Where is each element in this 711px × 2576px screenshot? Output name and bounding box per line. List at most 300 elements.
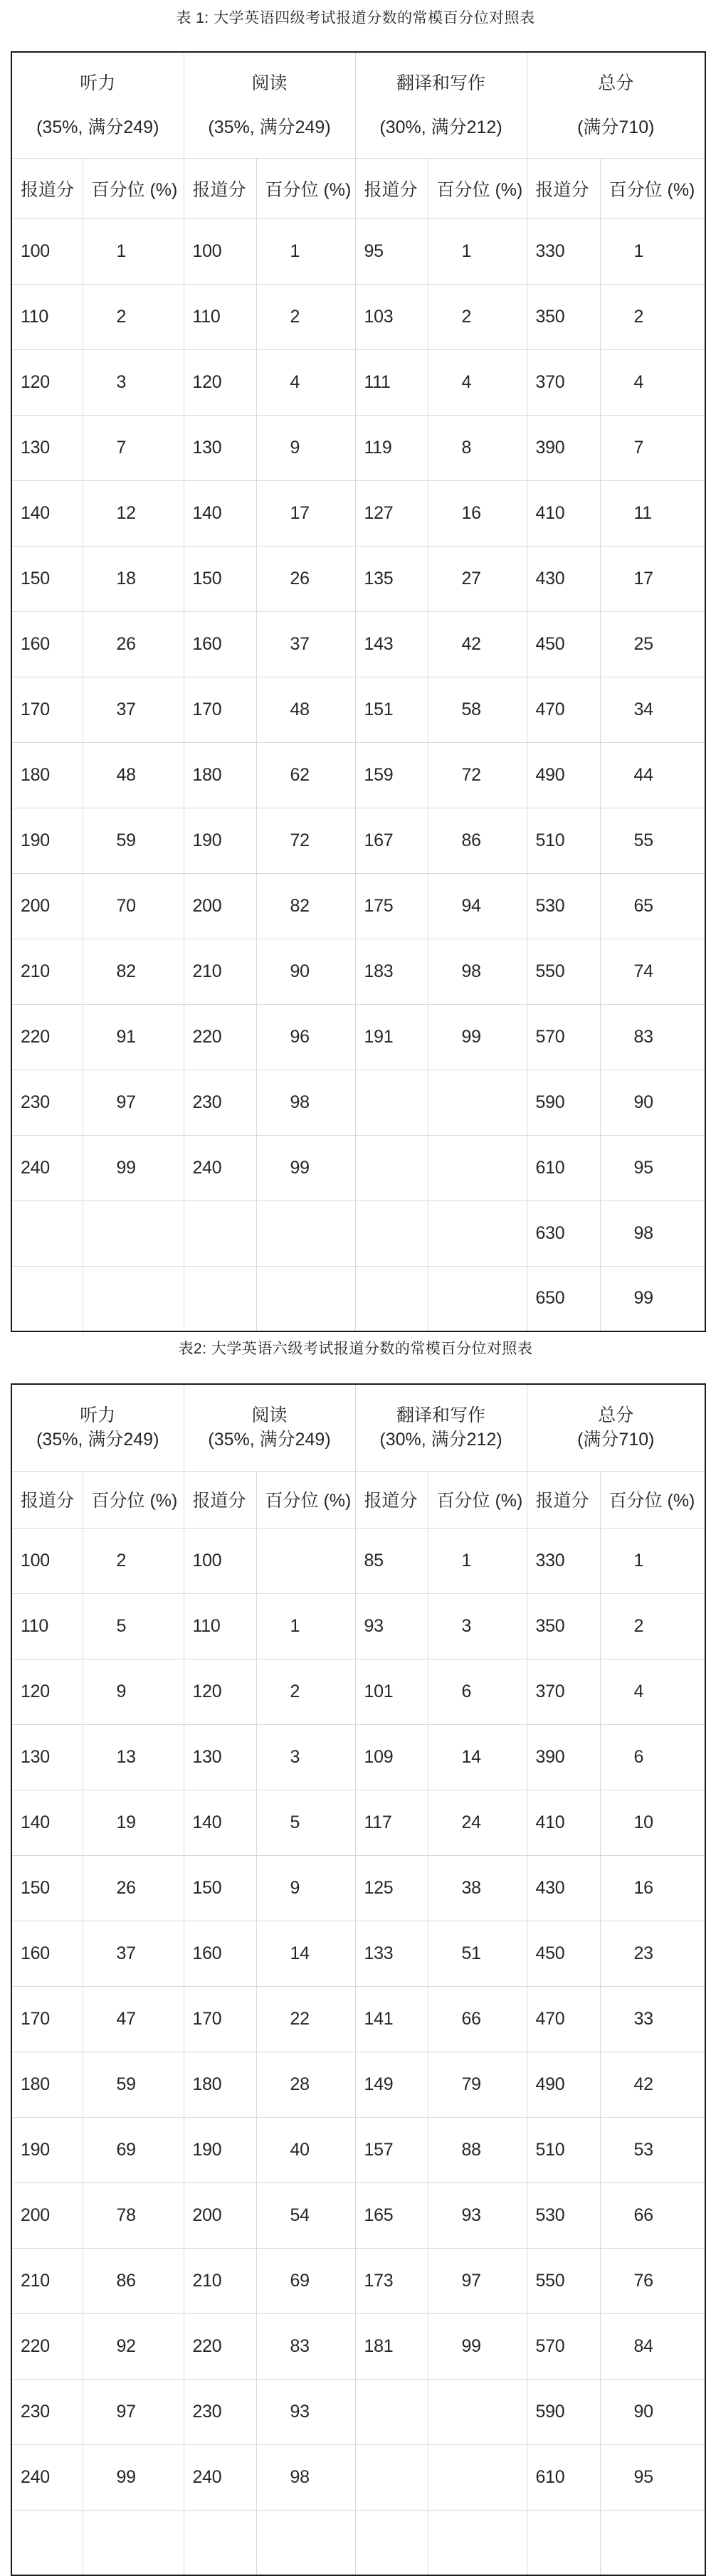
- percentile-cell: 23: [600, 1921, 705, 1986]
- percentile-cell: 82: [83, 939, 184, 1004]
- table-row: [11, 1528, 705, 1593]
- score-cell: 110: [184, 1593, 256, 1659]
- score-cell: [11, 1200, 83, 1266]
- percentile-cell: 16: [600, 1855, 705, 1921]
- group-detail: (35%, 满分249): [36, 117, 159, 137]
- score-cell: 470: [527, 677, 600, 742]
- percentile-cell: 11: [600, 480, 705, 546]
- score-cell: 150: [184, 1855, 256, 1921]
- score-cell: [355, 1266, 428, 1331]
- percentile-cell: 58: [428, 677, 527, 742]
- score-cell: 490: [527, 742, 600, 808]
- score-cell: 165: [355, 2182, 428, 2248]
- score-cell: 450: [527, 1921, 600, 1986]
- score-cell: 230: [184, 1070, 256, 1135]
- score-cell: 85: [355, 1528, 428, 1593]
- percentile-cell: 91: [83, 1004, 184, 1070]
- score-cell: 180: [184, 742, 256, 808]
- percentile-cell: 3: [83, 349, 184, 415]
- group-name: 总分: [598, 1405, 634, 1426]
- percentile-cell: 24: [428, 1790, 527, 1855]
- percentile-cell: [256, 1200, 355, 1266]
- score-cell: 210: [184, 2248, 256, 2313]
- score-cell: 210: [11, 2248, 83, 2313]
- score-cell: 120: [184, 1659, 256, 1724]
- score-cell: 100: [184, 1528, 256, 1593]
- percentile-cell: 26: [83, 611, 184, 677]
- percentile-cell: 5: [256, 1790, 355, 1855]
- percentile-cell: 26: [83, 1855, 184, 1921]
- score-cell: 140: [184, 480, 256, 546]
- score-cell: 100: [11, 218, 83, 284]
- score-cell: 130: [11, 1724, 83, 1790]
- percentile-cell: 3: [256, 1724, 355, 1790]
- table-2-title: 表2: 大学英语六级考试报道分数的常模百分位对照表: [178, 1341, 533, 1357]
- score-cell: 610: [527, 2444, 600, 2510]
- score-cell: 150: [11, 1855, 83, 1921]
- table-row: [11, 2248, 705, 2313]
- percentile-cell: 17: [600, 546, 705, 611]
- percentile-cell: 88: [428, 2117, 527, 2182]
- score-cell: 170: [184, 1986, 256, 2052]
- score-cell: [355, 2444, 428, 2510]
- score-cell: 170: [11, 677, 83, 742]
- score-cell: 190: [184, 808, 256, 873]
- score-cell: 150: [11, 546, 83, 611]
- percentile-cell: 40: [256, 2117, 355, 2182]
- percentile-cell: 98: [428, 939, 527, 1004]
- percentile-cell: 8: [428, 415, 527, 480]
- score-cell: 200: [11, 873, 83, 939]
- table-row: [11, 2117, 705, 2182]
- percentile-cell: 18: [83, 546, 184, 611]
- percentile-cell: [428, 1135, 527, 1200]
- table-row: [11, 611, 705, 677]
- column-header-row: [11, 158, 705, 218]
- table-row: [11, 1004, 705, 1070]
- col-header-percentile: 百分位 (%): [600, 1471, 705, 1528]
- score-cell: 141: [355, 1986, 428, 2052]
- score-cell: 330: [527, 1528, 600, 1593]
- percentile-cell: 72: [428, 742, 527, 808]
- table-row: [11, 1659, 705, 1724]
- percentile-cell: 48: [83, 742, 184, 808]
- score-cell: 490: [527, 2052, 600, 2117]
- group-header-total: [527, 52, 705, 158]
- score-cell: 120: [184, 349, 256, 415]
- document-page: [0, 8, 711, 2523]
- percentile-cell: 42: [428, 611, 527, 677]
- score-cell: 110: [11, 1593, 83, 1659]
- group-name: 听力: [80, 73, 116, 93]
- group-header-row: [11, 52, 705, 158]
- percentile-cell: 59: [83, 808, 184, 873]
- score-cell: 95: [355, 218, 428, 284]
- score-cell: 191: [355, 1004, 428, 1070]
- col-header-percentile: 百分位 (%): [600, 158, 705, 218]
- table-row: [11, 1921, 705, 1986]
- percentile-cell: 9: [83, 1659, 184, 1724]
- score-cell: 93: [355, 1593, 428, 1659]
- percentile-cell: 4: [428, 349, 527, 415]
- score-cell: 117: [355, 1790, 428, 1855]
- col-header-score: 报道分: [355, 1471, 428, 1528]
- score-cell: 160: [184, 1921, 256, 1986]
- percentile-cell: 79: [428, 2052, 527, 2117]
- score-cell: 140: [11, 480, 83, 546]
- percentile-cell: 13: [83, 1724, 184, 1790]
- percentile-cell: 95: [600, 2444, 705, 2510]
- percentile-cell: 12: [83, 480, 184, 546]
- score-cell: 410: [527, 1790, 600, 1855]
- percentile-cell: 84: [600, 2313, 705, 2379]
- col-header-score: 报道分: [527, 1471, 600, 1528]
- percentile-cell: 16: [428, 480, 527, 546]
- percentile-cell: [256, 1528, 355, 1593]
- percentile-cell: 2: [600, 1593, 705, 1659]
- score-cell: 157: [355, 2117, 428, 2182]
- col-header-score: 报道分: [355, 158, 428, 218]
- group-header-listening: [11, 1384, 184, 1471]
- percentile-cell: 96: [256, 1004, 355, 1070]
- score-cell: 200: [184, 2182, 256, 2248]
- percentile-cell: 2: [256, 284, 355, 349]
- percentile-cell: 48: [256, 677, 355, 742]
- percentile-cell: 69: [83, 2117, 184, 2182]
- percentile-cell: [428, 2510, 527, 2575]
- score-cell: 110: [11, 284, 83, 349]
- score-cell: 190: [11, 808, 83, 873]
- percentile-cell: 1: [428, 218, 527, 284]
- group-header-reading: [184, 1384, 355, 1471]
- percentile-cell: 25: [600, 611, 705, 677]
- score-cell: 470: [527, 1986, 600, 2052]
- group-header-translation-writing: [355, 1384, 527, 1471]
- percentile-cell: 4: [600, 1659, 705, 1724]
- group-detail: (30%, 满分212): [379, 1430, 502, 1450]
- percentile-cell: 6: [600, 1724, 705, 1790]
- score-cell: 151: [355, 677, 428, 742]
- percentile-cell: [600, 2510, 705, 2575]
- group-detail: (35%, 满分249): [208, 117, 331, 137]
- score-cell: 190: [11, 2117, 83, 2182]
- score-cell: [355, 1070, 428, 1135]
- table-row: [11, 2444, 705, 2510]
- score-cell: 550: [527, 939, 600, 1004]
- col-header-score: 报道分: [184, 158, 256, 218]
- percentile-cell: 74: [600, 939, 705, 1004]
- percentile-cell: 1: [600, 1528, 705, 1593]
- percentile-cell: 59: [83, 2052, 184, 2117]
- score-cell: 140: [184, 1790, 256, 1855]
- group-header-translation-writing: [355, 52, 527, 158]
- score-cell: 149: [355, 2052, 428, 2117]
- table-row: [11, 480, 705, 546]
- percentile-cell: [428, 1200, 527, 1266]
- percentile-cell: 83: [256, 2313, 355, 2379]
- score-cell: 180: [184, 2052, 256, 2117]
- score-cell: [184, 1200, 256, 1266]
- col-header-score: 报道分: [11, 1471, 83, 1528]
- column-header-row: [11, 1471, 705, 1528]
- score-cell: 111: [355, 349, 428, 415]
- percentile-cell: 4: [600, 349, 705, 415]
- score-cell: 230: [11, 2379, 83, 2444]
- score-cell: 240: [184, 1135, 256, 1200]
- percentile-cell: 93: [256, 2379, 355, 2444]
- percentile-cell: [428, 2379, 527, 2444]
- score-cell: [355, 1135, 428, 1200]
- table-1-title: 表 1: 大学英语四级考试报道分数的常模百分位对照表: [176, 10, 535, 26]
- score-cell: 100: [184, 218, 256, 284]
- group-header-total: [527, 1384, 705, 1471]
- percentile-cell: 28: [256, 2052, 355, 2117]
- score-cell: 135: [355, 546, 428, 611]
- group-detail: (30%, 满分212): [379, 117, 502, 137]
- percentile-cell: 69: [256, 2248, 355, 2313]
- score-cell: [527, 2510, 600, 2575]
- score-cell: [355, 2379, 428, 2444]
- score-cell: [184, 2510, 256, 2575]
- group-header-listening: [11, 52, 184, 158]
- table-row: [11, 1986, 705, 2052]
- score-cell: 220: [11, 2313, 83, 2379]
- score-cell: 450: [527, 611, 600, 677]
- score-cell: 430: [527, 1855, 600, 1921]
- percentile-cell: [256, 2510, 355, 2575]
- percentile-cell: 86: [83, 2248, 184, 2313]
- score-cell: 170: [184, 677, 256, 742]
- table-row: [11, 808, 705, 873]
- table-row: [11, 1266, 705, 1331]
- group-name: 翻译和写作: [396, 73, 486, 93]
- score-cell: 125: [355, 1855, 428, 1921]
- group-detail: (35%, 满分249): [36, 1430, 159, 1450]
- score-cell: 630: [527, 1200, 600, 1266]
- score-cell: 109: [355, 1724, 428, 1790]
- score-cell: 240: [11, 2444, 83, 2510]
- score-cell: 230: [184, 2379, 256, 2444]
- group-name: 翻译和写作: [396, 1405, 486, 1426]
- percentile-cell: 65: [600, 873, 705, 939]
- group-name: 阅读: [251, 1405, 288, 1426]
- percentile-cell: [428, 1070, 527, 1135]
- percentile-cell: 5: [83, 1593, 184, 1659]
- score-cell: 170: [11, 1986, 83, 2052]
- score-cell: 220: [184, 2313, 256, 2379]
- table-row: [11, 218, 705, 284]
- score-cell: 130: [184, 1724, 256, 1790]
- cet6-percentile-table: [11, 1383, 706, 2576]
- percentile-cell: 98: [256, 1070, 355, 1135]
- table-row: [11, 873, 705, 939]
- score-cell: 530: [527, 873, 600, 939]
- percentile-cell: 70: [83, 873, 184, 939]
- score-cell: 210: [184, 939, 256, 1004]
- percentile-cell: 47: [83, 1986, 184, 2052]
- percentile-cell: 2: [256, 1659, 355, 1724]
- score-cell: 190: [184, 2117, 256, 2182]
- percentile-cell: 6: [428, 1659, 527, 1724]
- table-row: [11, 2313, 705, 2379]
- score-cell: 350: [527, 284, 600, 349]
- percentile-cell: 37: [83, 1921, 184, 1986]
- score-cell: 240: [11, 1135, 83, 1200]
- percentile-cell: 19: [83, 1790, 184, 1855]
- percentile-cell: 22: [256, 1986, 355, 2052]
- table-row: [11, 415, 705, 480]
- table-row: [11, 2182, 705, 2248]
- score-cell: [355, 2510, 428, 2575]
- table-row: [11, 1593, 705, 1659]
- percentile-cell: 33: [600, 1986, 705, 2052]
- score-cell: 133: [355, 1921, 428, 1986]
- percentile-cell: 97: [428, 2248, 527, 2313]
- percentile-cell: 99: [428, 1004, 527, 1070]
- table-row: [11, 2510, 705, 2575]
- table-row: [11, 546, 705, 611]
- percentile-cell: 38: [428, 1855, 527, 1921]
- col-header-percentile: 百分位 (%): [83, 1471, 184, 1528]
- percentile-cell: 99: [428, 2313, 527, 2379]
- percentile-cell: 97: [83, 2379, 184, 2444]
- score-cell: 510: [527, 808, 600, 873]
- percentile-cell: 1: [83, 218, 184, 284]
- percentile-cell: 90: [600, 2379, 705, 2444]
- score-cell: 119: [355, 415, 428, 480]
- col-header-score: 报道分: [11, 158, 83, 218]
- score-cell: 390: [527, 1724, 600, 1790]
- percentile-cell: 95: [600, 1135, 705, 1200]
- group-detail: (满分710): [577, 117, 655, 137]
- score-cell: 103: [355, 284, 428, 349]
- group-header-row: [11, 1384, 705, 1471]
- score-cell: 167: [355, 808, 428, 873]
- score-cell: 160: [11, 611, 83, 677]
- score-cell: 530: [527, 2182, 600, 2248]
- score-cell: 150: [184, 546, 256, 611]
- percentile-cell: [428, 2444, 527, 2510]
- table-row: [11, 742, 705, 808]
- percentile-cell: [428, 1266, 527, 1331]
- score-cell: 101: [355, 1659, 428, 1724]
- group-detail: (35%, 满分249): [208, 1430, 331, 1450]
- percentile-cell: [83, 1200, 184, 1266]
- score-cell: 100: [11, 1528, 83, 1593]
- score-cell: 143: [355, 611, 428, 677]
- cet4-percentile-table: [11, 51, 706, 1332]
- group-name: 听力: [80, 1405, 116, 1426]
- cet6-table-body: [11, 1528, 705, 2575]
- score-cell: 180: [11, 742, 83, 808]
- col-header-score: 报道分: [184, 1471, 256, 1528]
- percentile-cell: 34: [600, 677, 705, 742]
- score-cell: 183: [355, 939, 428, 1004]
- score-cell: [355, 1200, 428, 1266]
- percentile-cell: 98: [600, 1200, 705, 1266]
- percentile-cell: 1: [428, 1528, 527, 1593]
- col-header-percentile: 百分位 (%): [428, 1471, 527, 1528]
- percentile-cell: 99: [256, 1135, 355, 1200]
- percentile-cell: 99: [600, 1266, 705, 1331]
- score-cell: [11, 2510, 83, 2575]
- percentile-cell: 98: [256, 2444, 355, 2510]
- percentile-cell: 10: [600, 1790, 705, 1855]
- percentile-cell: 1: [600, 218, 705, 284]
- table-row: [11, 1135, 705, 1200]
- table-row: [11, 2379, 705, 2444]
- percentile-cell: 72: [256, 808, 355, 873]
- group-header-reading: [184, 52, 355, 158]
- col-header-percentile: 百分位 (%): [256, 158, 355, 218]
- score-cell: 130: [11, 415, 83, 480]
- score-cell: 220: [184, 1004, 256, 1070]
- score-cell: 160: [184, 611, 256, 677]
- score-cell: 370: [527, 349, 600, 415]
- score-cell: 127: [355, 480, 428, 546]
- score-cell: 160: [11, 1921, 83, 1986]
- table-row: [11, 939, 705, 1004]
- percentile-cell: 26: [256, 546, 355, 611]
- percentile-cell: 1: [256, 1593, 355, 1659]
- percentile-cell: 27: [428, 546, 527, 611]
- percentile-cell: 2: [83, 284, 184, 349]
- percentile-cell: 66: [428, 1986, 527, 2052]
- percentile-cell: 1: [256, 218, 355, 284]
- table-row: [11, 1200, 705, 1266]
- score-cell: 240: [184, 2444, 256, 2510]
- percentile-cell: 76: [600, 2248, 705, 2313]
- percentile-cell: 62: [256, 742, 355, 808]
- group-name: 阅读: [251, 73, 288, 93]
- table-row: [11, 284, 705, 349]
- table-row: [11, 1724, 705, 1790]
- percentile-cell: 14: [256, 1921, 355, 1986]
- percentile-cell: 55: [600, 808, 705, 873]
- score-cell: 181: [355, 2313, 428, 2379]
- score-cell: 610: [527, 1135, 600, 1200]
- table-row: [11, 677, 705, 742]
- score-cell: [11, 1266, 83, 1331]
- percentile-cell: 97: [83, 1070, 184, 1135]
- percentile-cell: 9: [256, 415, 355, 480]
- percentile-cell: 83: [600, 1004, 705, 1070]
- score-cell: 175: [355, 873, 428, 939]
- percentile-cell: [83, 2510, 184, 2575]
- percentile-cell: 37: [256, 611, 355, 677]
- percentile-cell: 37: [83, 677, 184, 742]
- percentile-cell: 78: [83, 2182, 184, 2248]
- percentile-cell: 54: [256, 2182, 355, 2248]
- group-detail: (满分710): [577, 1430, 655, 1450]
- percentile-cell: 99: [83, 1135, 184, 1200]
- score-cell: 140: [11, 1790, 83, 1855]
- score-cell: 510: [527, 2117, 600, 2182]
- percentile-cell: [83, 1266, 184, 1331]
- percentile-cell: 7: [83, 415, 184, 480]
- score-cell: 173: [355, 2248, 428, 2313]
- score-cell: 570: [527, 1004, 600, 1070]
- percentile-cell: 86: [428, 808, 527, 873]
- score-cell: 210: [11, 939, 83, 1004]
- score-cell: [184, 1266, 256, 1331]
- col-header-percentile: 百分位 (%): [83, 158, 184, 218]
- percentile-cell: 4: [256, 349, 355, 415]
- percentile-cell: 2: [600, 284, 705, 349]
- percentile-cell: 53: [600, 2117, 705, 2182]
- score-cell: 330: [527, 218, 600, 284]
- percentile-cell: 94: [428, 873, 527, 939]
